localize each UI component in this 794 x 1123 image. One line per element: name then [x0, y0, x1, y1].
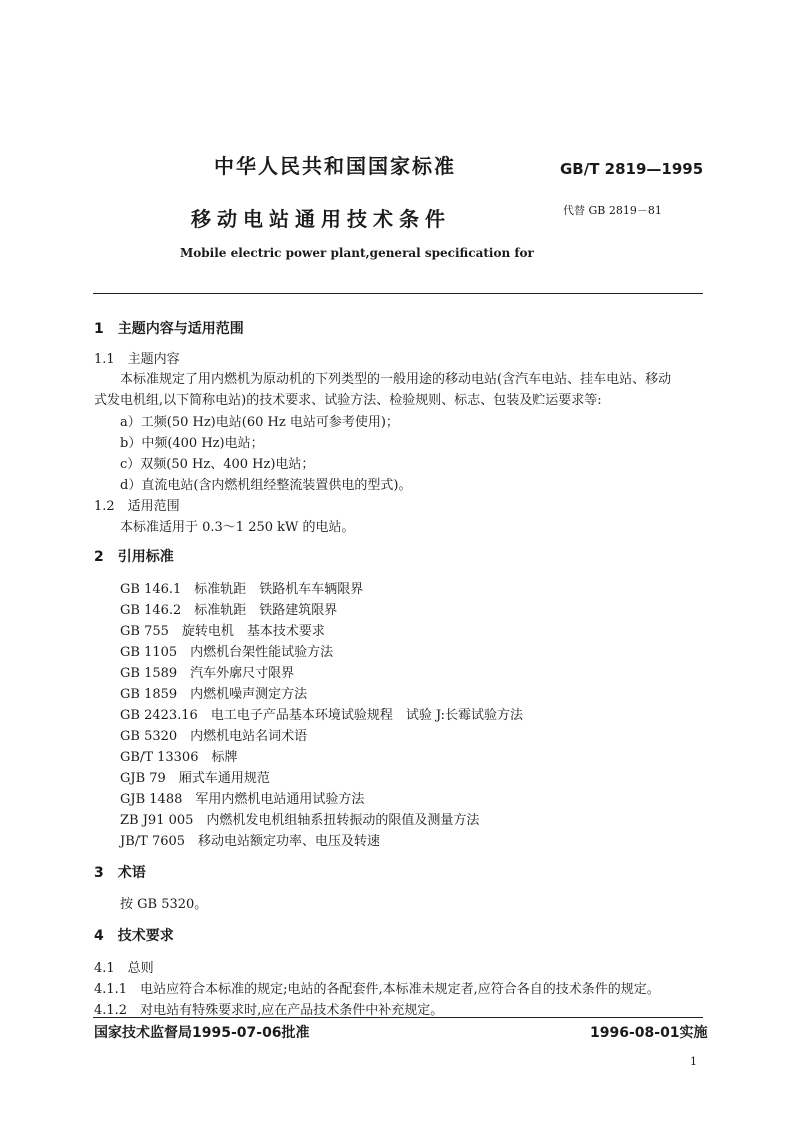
reference-item: GJB 79 厢式车通用规范: [120, 771, 270, 786]
replaces-note: 代替 GB 2819－81: [563, 204, 662, 217]
reference-item: JB/T 7605 移动电站额定功率、电压及转速: [120, 834, 381, 849]
section-1-1-heading: 1.1 主题内容: [94, 352, 180, 367]
reference-item: GB/T 13306 标牌: [120, 750, 238, 765]
page-number: 1: [690, 1055, 697, 1068]
document-title-cn: 移动电站通用技术条件: [191, 207, 451, 231]
national-standard-heading: 中华人民共和国国家标准: [214, 154, 456, 178]
implementation-date: 1996-08-01实施: [590, 1025, 708, 1041]
reference-item: GB 2423.16 电工电子产品基本环境试验规程 试验 J:长霉试验方法: [120, 708, 524, 723]
section-4-1-2-text: 4.1.2 对电站有特殊要求时,应在产品技术条件中补充规定。: [94, 1003, 444, 1018]
header-rule: [93, 293, 703, 294]
reference-item: GB 755 旋转电机 基本技术要求: [120, 624, 325, 639]
document-title-en: Mobile electric power plant,general specification for: [180, 246, 534, 260]
standard-code: GB/T 2819—1995: [560, 160, 704, 178]
reference-item: ZB J91 005 内燃机发电机组轴系扭转振动的限值及测量方法: [120, 813, 480, 828]
footer-rule: [93, 1017, 703, 1018]
list-item: c）双频(50 Hz、400 Hz)电站；: [120, 457, 315, 472]
approval-note: 国家技术监督局1995-07-06批准: [94, 1025, 310, 1041]
section-1-heading: 1 主题内容与适用范围: [94, 321, 244, 337]
section-4-heading: 4 技术要求: [94, 928, 174, 944]
reference-item: GB 1589 汽车外廓尺寸限界: [120, 666, 295, 681]
section-1-1-paragraph-line2: 式发电机组,以下简称电站)的技术要求、试验方法、检验规则、标志、包装及贮运要求等:: [94, 393, 602, 408]
reference-item: GB 146.1 标准轨距 铁路机车车辆限界: [120, 582, 364, 597]
section-1-2-text: 本标准适用于 0.3～1 250 kW 的电站。: [120, 520, 355, 535]
reference-item: GB 5320 内燃机电站名词术语: [120, 729, 308, 744]
reference-item: GB 1859 内燃机噪声测定方法: [120, 687, 308, 702]
reference-item: GJB 1488 军用内燃机电站通用试验方法: [120, 792, 365, 807]
section-1-2-heading: 1.2 适用范围: [94, 499, 180, 514]
list-item: b）中频(400 Hz)电站；: [120, 436, 264, 451]
section-4-1-1-text: 4.1.1 电站应符合本标准的规定;电站的各配套件,本标准未规定者,应符合各自的技术条件的规定。: [94, 982, 660, 997]
section-1-1-paragraph-line1: 本标准规定了用内燃机为原动机的下列类型的一般用途的移动电站(含汽车电站、挂车电站、移动: [120, 372, 672, 387]
section-3-text: 按 GB 5320。: [120, 897, 208, 912]
list-item: a）工频(50 Hz)电站(60 Hz 电站可参考使用)；: [120, 415, 399, 430]
list-item: d）直流电站(含内燃机组经整流装置供电的型式)。: [120, 478, 412, 493]
section-3-heading: 3 术语: [94, 865, 146, 881]
reference-item: GB 1105 内燃机台架性能试验方法: [120, 645, 334, 660]
reference-item: GB 146.2 标准轨距 铁路建筑限界: [120, 603, 338, 618]
section-4-1-heading: 4.1 总则: [94, 961, 154, 976]
section-2-heading: 2 引用标准: [94, 549, 174, 565]
